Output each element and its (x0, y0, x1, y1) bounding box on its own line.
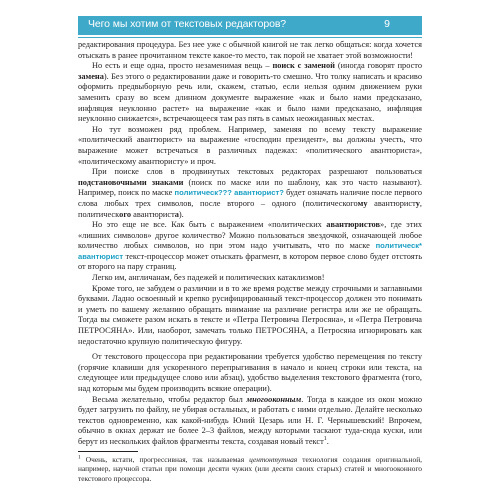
text-run: ). (178, 209, 184, 219)
bold-text: у (415, 198, 420, 208)
body-text (78, 40, 422, 448)
bold-text: поиск с заменой (272, 61, 335, 71)
bold-text: ого (119, 209, 132, 219)
text-run: редактирования процедура. Без нее уже с обычной книгой не так легко общаться: когда хочется отыскать в ранее прочитанном тексте какое-то место, так порой не хватает этой возможности! (78, 40, 422, 60)
paragraph (78, 61, 422, 125)
text-run: (иногда говорят просто (334, 61, 423, 71)
italic-text: центонтутная (249, 455, 298, 464)
text-run: авантюрист (131, 209, 175, 219)
bold-text: му (357, 198, 368, 208)
footnote-marker: 1 (78, 454, 81, 461)
text-run: От текстового процессора при редактировании требуется удобство перемещения по тексту (горячие клавиши для ускоренного перепрыгивания в начало и конец строки или текста, на следующее или предыдущее слово или абзац), удобство выделения текстового фрагмента (того, над которым мы будем производить всякие операции). (78, 352, 422, 393)
text-run: Но тут возможен ряд проблем. Например, заменяя по всему тексту выражение «политический авантюрист» на выражение «господин президент», вы должны учесть, что выражение может встречаться в различных падежах: «политического авантюриста», «политическому авантюристу» и проч. (78, 124, 422, 166)
text-run: . (326, 436, 329, 446)
paragraph (78, 352, 422, 394)
paragraph (78, 40, 422, 61)
paragraph (78, 167, 422, 220)
bold-text: авантюристов (326, 220, 381, 230)
text-run: Весьма желательно, чтобы редактор был (92, 394, 247, 404)
text-run: авантюрист (367, 198, 416, 208)
text-run: Кроме того, не забудем о различии и в то же время родстве между строчными и заглавными буквами. Ладно освоенный и крепко русифицированный текст-процессор должен это понимать и уметь по вашему желанию обращать внимание на различие регистра или же не обращать. Тогда вы сможете разом искать в тексте и «Петра Петровича Петросяна», и «Петра Петровича ПЕТРОСЯНА». Или, наоборот, замечать только ПЕТРОСЯНА, а Петросяна игнорировать как недостаточно крупную политическую фигуру. (78, 283, 422, 346)
text-run: Но есть и еще одна, просто незаменимая вещь – (92, 61, 273, 71)
footnote-marker: 1 (323, 436, 327, 443)
footnote (78, 455, 422, 483)
code-pattern: политическ??? авантюрист? (174, 188, 284, 198)
text-run: . Тогда в каждое из окон можно будет загрузить по файлу, не убирая остальных, и работать с ними отдельно. Делайте несколько текстов одновременно, как какой-нибудь Юний Цезарь или Н. Г. Чернышевский! Впрочем, обычно в окнах держат не более 2–3 файлов, между которыми таскают туда-сюда куски, или берут из нескольких файлов фрагменты текста, создавая новый текст (78, 394, 423, 446)
header-rule (78, 37, 422, 38)
chapter-title: Чего мы хотим от текстовых редакторов? (88, 18, 287, 30)
footnote-rule (78, 451, 138, 452)
running-header (78, 16, 422, 35)
text-run: (поиск по маске или по шаблону, как это часто называют). Например, поиск по маске (78, 177, 422, 198)
paragraph (78, 395, 422, 448)
paragraph (78, 284, 422, 348)
code-pattern: политическ* авантюрист (78, 241, 422, 261)
emphasis-text: многооконным (246, 394, 302, 404)
text-run: Очень, кстати, прогрессивная, так называемая (80, 455, 250, 464)
text-run: При поиске слов в продвинутых текстовых редакторах разрешают пользоваться (92, 167, 422, 177)
bold-text: а (174, 209, 179, 219)
bold-text: подстановочными знаками (78, 177, 184, 187)
text-run: », где этих «лишних символов» другое количество? Можно пользоваться звездочкой, означающей любое количество любых символов, но при этом надо учитывать, что по маске (78, 220, 422, 251)
text-run: технология создания оригинальной, например, научной статьи при помощи десяти чужих (или десяти своих старых) статей и многооконного текстового процессора. (78, 455, 422, 483)
text-run: , политическ (78, 198, 423, 219)
text-run: ). Без этого о редактировании даже и говорить-то смешно. Что толку написать и красиво оформить предвыборную речь или, скажем, статью, если нельзя одним движением руки заменить сразу во всем длинном документе выражение «как и было нами предсказано, инфляция неуклонно растет» на выражение «как и было нами предсказано, инфляция неуклонно снижается», встречающееся там раз пять в самых неожиданных местах. (78, 71, 422, 124)
text-run: Легко им, англичанам, без падежей и политических катаклизмов! (92, 273, 325, 283)
text-run: Но это еще не все. Как быть с выражением «политических (92, 220, 327, 230)
text-run: будет означать наличие после первого слова любых трех символов, после второго – одного (политического (78, 188, 422, 208)
paragraph (78, 220, 422, 273)
page-number: 9 (384, 18, 390, 30)
bold-text: замена (78, 71, 104, 81)
text-run: текст-процессор может отыскать фрагмент, в котором первое слово будет отстоять от второго на пару страниц. (78, 251, 422, 272)
paragraph (78, 125, 422, 167)
paragraph (78, 273, 422, 284)
